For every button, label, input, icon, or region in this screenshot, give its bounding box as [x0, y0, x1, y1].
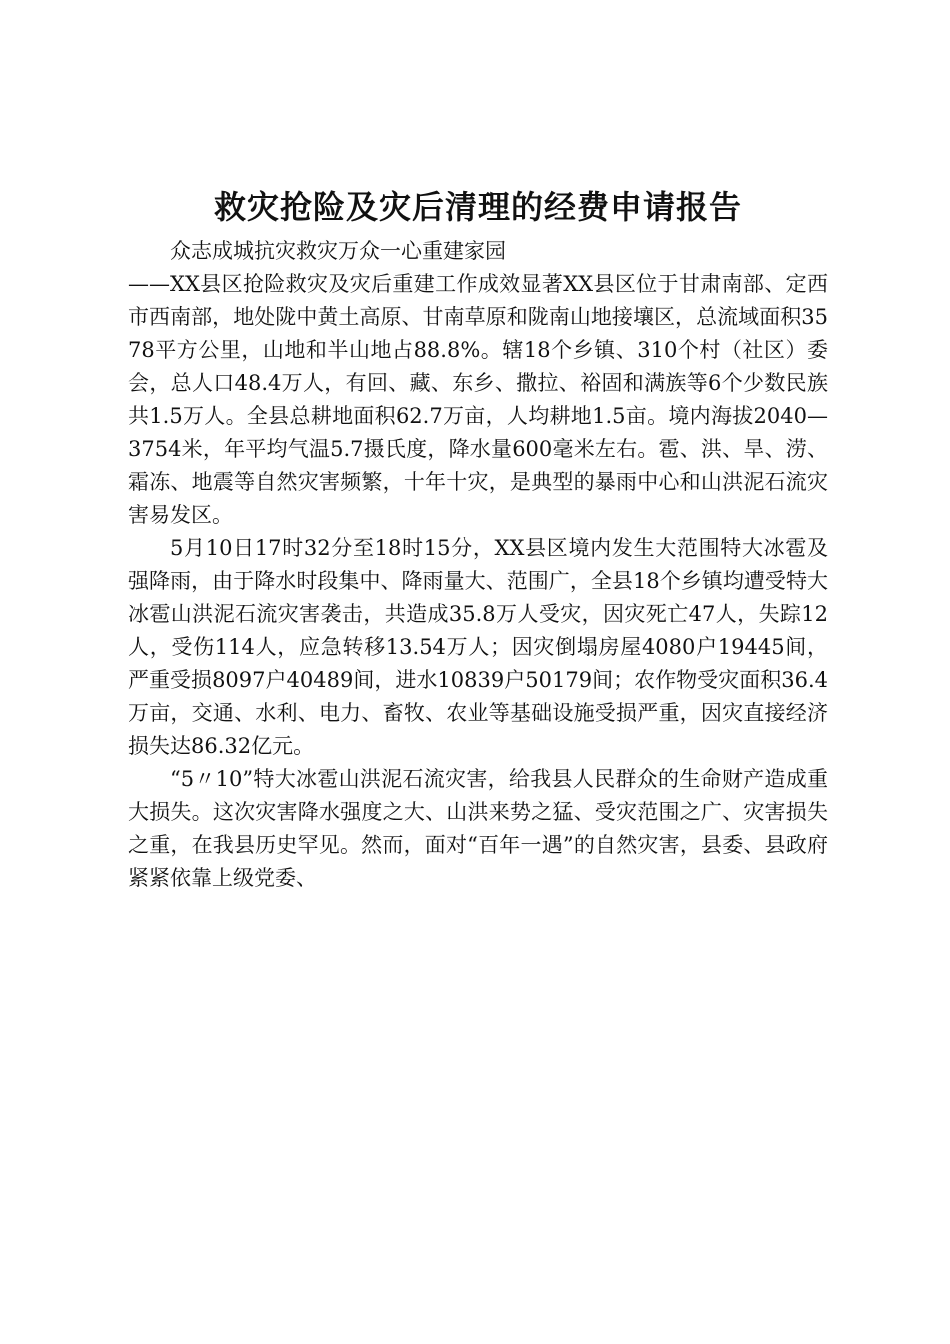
document-title: 救灾抢险及灾后清理的经费申请报告 [213, 188, 742, 226]
disaster-details-paragraph: 5月10日17时32分至18时15分，XX县区境内发生大范围特大冰雹及强降雨，由于降水时段集中、降雨量大、范围广，全县18个乡镇均遭受特大冰雹山洪泥石流灾害袭击，共造成35.8万人受灾，因灾死亡47人，失踪12人，受伤114人，应急转移13.54万人；因灾倒塌房屋4080户19445间，严重受损8097户40489间，进水10839户50179间；农作物受灾面积36.4万亩，交通、水利、电力、畜牧、农业等基础设施受损严重，因灾直接经济损失达86.32亿元。 [128, 536, 828, 758]
document-page [128, 183, 828, 895]
subtitle-paragraph: 众志成城抗灾救灾万众一心重建家园 [170, 239, 506, 263]
impact-paragraph: “5〃10”特大冰雹山洪泥石流灾害，给我县人民群众的生命财产造成重大损失。这次灾害降水强度之大、山洪来势之猛、受灾范围之广、灾害损失之重，在我县历史罕见。然而，面对“百年一遇”的自然灾害，县委、县政府紧紧依靠上级党委、 [128, 767, 828, 890]
overview-paragraph: ——XX县区抢险救灾及灾后重建工作成效显著XX县区位于甘肃南部、定西市西南部，地处陇中黄土高原、甘南草原和陇南山地接壤区，总流域面积3578平方公里，山地和半山地占88.8%。辖18个乡镇、310个村（社区）委会，总人口48.4万人，有回、藏、东乡、撒拉、裕固和满族等6个少数民族共1.5万人。全县总耕地面积62.7万亩，人均耕地1.5亩。境内海拔2040—3754米，年平均气温5.7摄氏度，降水量600毫米左右。雹、洪、旱、涝、霜冻、地震等自然灾害频繁，十年十灾，是典型的暴雨中心和山洪泥石流灾害易发区。 [128, 272, 828, 527]
